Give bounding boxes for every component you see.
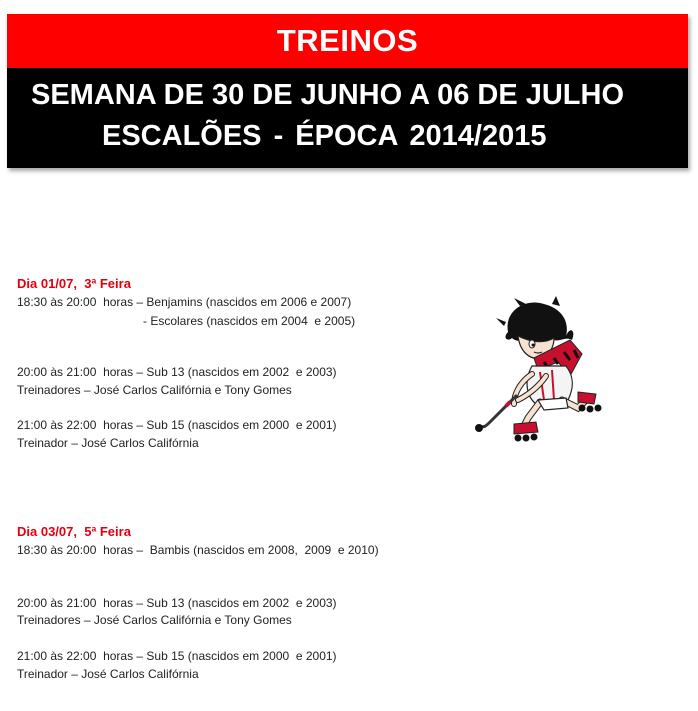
schedule-line: 20:00 às 21:00 horas – Sub 13 (nascidos em 2002 e 2003) <box>17 365 337 379</box>
schedule-line: 18:30 às 20:00 horas – Bambis (nascidos em 2008, 2009 e 2010) <box>17 543 379 557</box>
schedule-line: 21:00 às 22:00 horas – Sub 15 (nascidos em 2000 e 2001) <box>17 418 337 432</box>
season-subtitle: ESCALÕES - ÉPOCA 2014/2015 <box>102 120 547 152</box>
subtitle-banner <box>7 68 688 168</box>
schedule-line: 21:00 às 22:00 horas – Sub 15 (nascidos em 2000 e 2001) <box>17 649 337 663</box>
roller-hockey-player-icon <box>474 296 614 444</box>
schedule-line: 20:00 às 21:00 horas – Sub 13 (nascidos em 2002 e 2003) <box>17 596 337 610</box>
title-banner <box>7 14 688 68</box>
coaches-line: Treinador – José Carlos Califórnia <box>17 436 199 450</box>
coaches-line: Treinadores – José Carlos Califórnia e Tony Gomes <box>17 383 292 397</box>
schedule-line: 18:30 às 20:00 horas – Benjamins (nascidos em 2006 e 2007) <box>17 295 352 309</box>
page-title: TREINOS <box>276 23 419 58</box>
day-heading-tuesday: Dia 01/07, 3ª Feira <box>17 276 131 291</box>
coaches-line: Treinadores – José Carlos Califórnia e Tony Gomes <box>17 613 292 627</box>
coaches-line: Treinador – José Carlos Califórnia <box>17 667 199 681</box>
week-subtitle: SEMANA DE 30 DE JUNHO A 06 DE JULHO <box>31 79 625 111</box>
day-heading-thursday: Dia 03/07, 5ª Feira <box>17 524 131 539</box>
schedule-line: - Escolares (nascidos em 2004 e 2005) <box>143 314 356 328</box>
